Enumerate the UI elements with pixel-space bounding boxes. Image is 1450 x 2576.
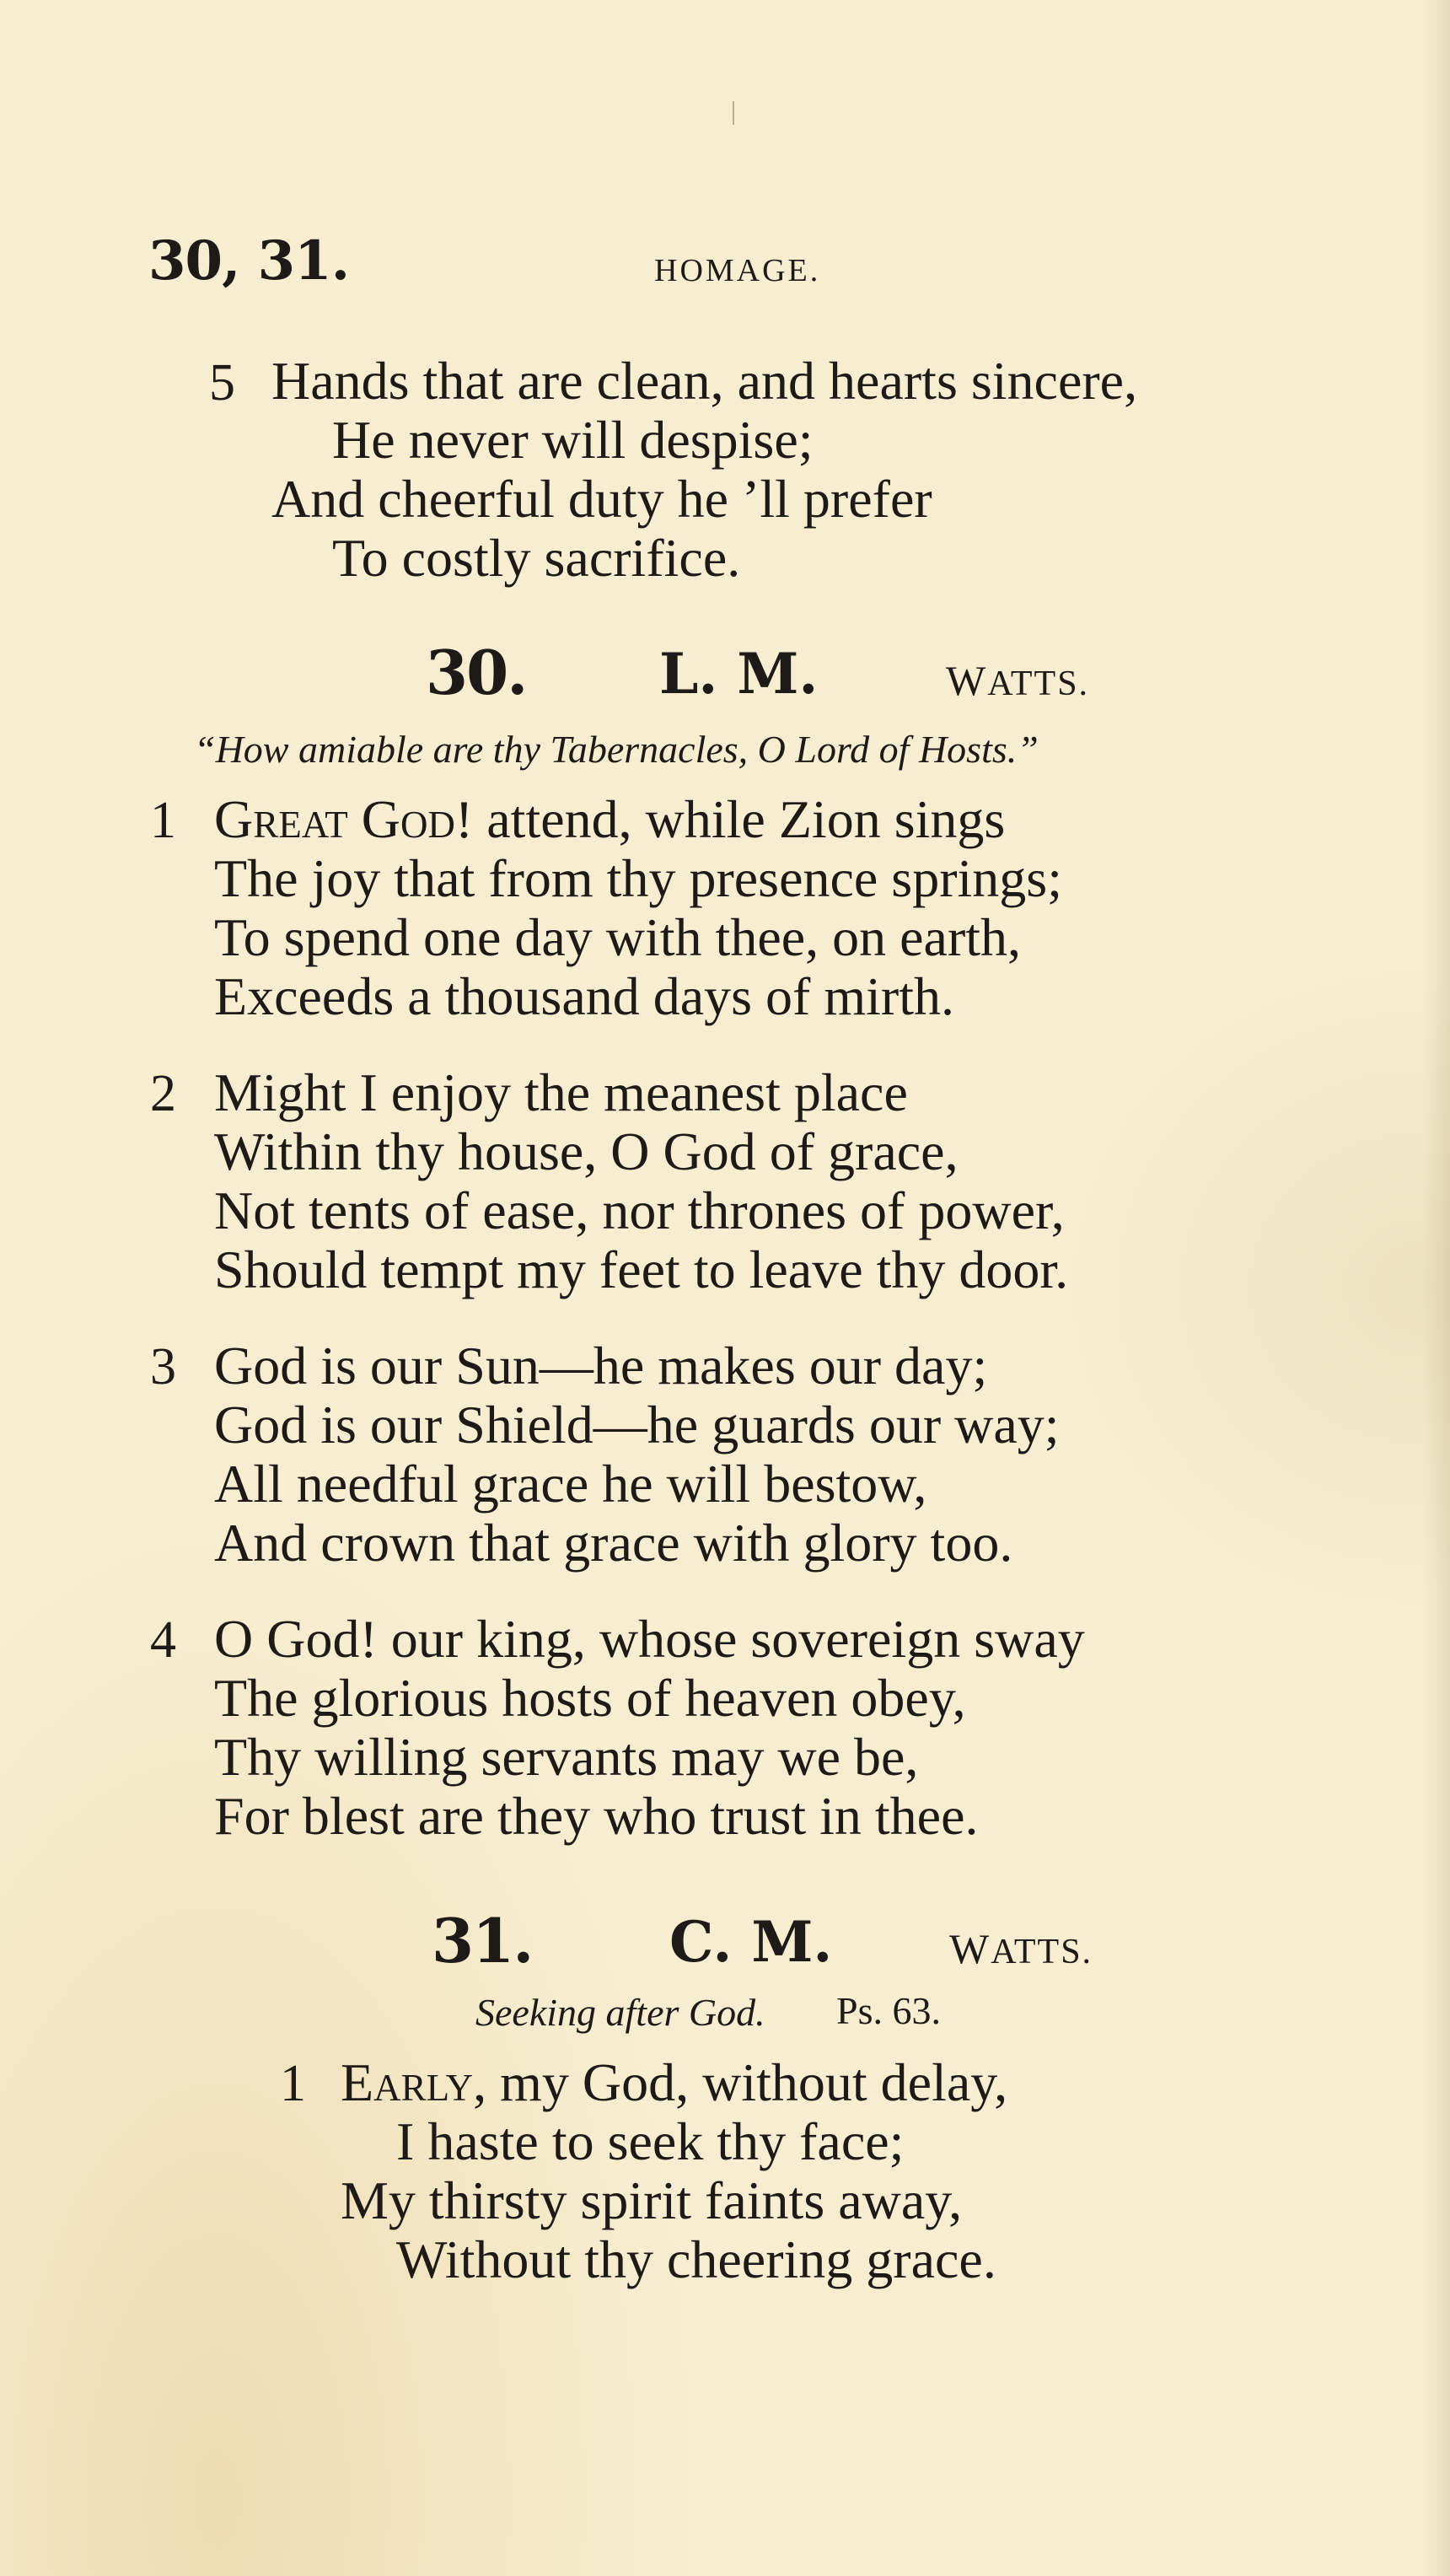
- stanza-number: 1: [280, 2055, 306, 2112]
- stanza-number: 4: [150, 1611, 176, 1669]
- stanza-line: Might I enjoy the meanest place: [214, 1062, 908, 1122]
- stanza-line: Within thy house, O God of grace,: [214, 1121, 959, 1181]
- stanza-line: God is our Sun—he makes our day;: [214, 1336, 988, 1396]
- stanza-number: 1: [150, 792, 176, 849]
- stanza-line: To costly sacrifice.: [332, 528, 741, 588]
- stanza-line: O God! our king, whose sovereign sway: [214, 1609, 1085, 1669]
- hymn-subtitle: “How amiable are thy Tabernacles, O Lord of Hosts.”: [194, 728, 1039, 771]
- stanza-line: Not tents of ease, nor thrones of power,: [214, 1180, 1065, 1240]
- stanza-line: Should tempt my feet to leave thy door.: [214, 1240, 1069, 1299]
- hymn-number: 31.: [432, 1905, 533, 1976]
- stanza-line: [214, 789, 1006, 849]
- stanza-first-line-rest: my God, without delay,: [486, 2052, 1008, 2112]
- stanza-first-line-rest: attend, while Zion sings: [473, 789, 1006, 849]
- stanza-line: [341, 2052, 1008, 2112]
- stanza-line: All needful grace he will bestow,: [214, 1454, 927, 1514]
- stanza-line: And cheerful duty he ’ll prefer: [271, 469, 932, 529]
- stanza-first-word: Great God!: [214, 789, 474, 849]
- stanza-line: And crown that grace with glory too.: [214, 1513, 1013, 1573]
- stanza-line: Exceeds a thousand days of mirth.: [214, 966, 954, 1026]
- stanza-line: My thirsty spirit faints away,: [341, 2170, 963, 2230]
- hymn-subtitle: Seeking after God.: [475, 1991, 765, 2034]
- stanza-line: The glorious hosts of heaven obey,: [214, 1668, 966, 1728]
- stanza-line: Thy willing servants may we be,: [214, 1727, 919, 1787]
- stanza-line: For blest are they who trust in thee.: [214, 1786, 979, 1846]
- stanza-line: God is our Shield—he guards our way;: [214, 1395, 1060, 1455]
- stanza-line: I haste to seek thy face;: [396, 2111, 905, 2171]
- hymn-meter: C. M.: [669, 1909, 833, 1975]
- stanza-number: 2: [150, 1065, 176, 1122]
- stanza-number: 3: [150, 1338, 176, 1396]
- page-edge-shadow: [1423, 0, 1450, 2576]
- hymn-author: WATTS.: [946, 657, 1090, 704]
- hymn-author: WATTS.: [949, 1925, 1093, 1972]
- stanza-line: He never will despise;: [332, 410, 814, 470]
- stanza-first-word: Early,: [341, 2052, 487, 2112]
- stanza-number: 5: [209, 354, 235, 411]
- scripture-reference: Ps. 63.: [836, 1989, 941, 2032]
- stanza-line: Hands that are clean, and hearts sincere,: [271, 351, 1138, 411]
- page-mark: [733, 101, 734, 125]
- stanza-line: The joy that from thy presence springs;: [214, 848, 1062, 908]
- header-hymn-numbers: 30, 31.: [148, 229, 349, 293]
- hymn-meter: L. M.: [659, 641, 819, 707]
- stanza-line: Without thy cheering grace.: [396, 2229, 996, 2289]
- hymn-number: 30.: [426, 637, 527, 708]
- header-title: HOMAGE.: [654, 253, 821, 288]
- stanza-line: To spend one day with thee, on earth,: [214, 907, 1022, 967]
